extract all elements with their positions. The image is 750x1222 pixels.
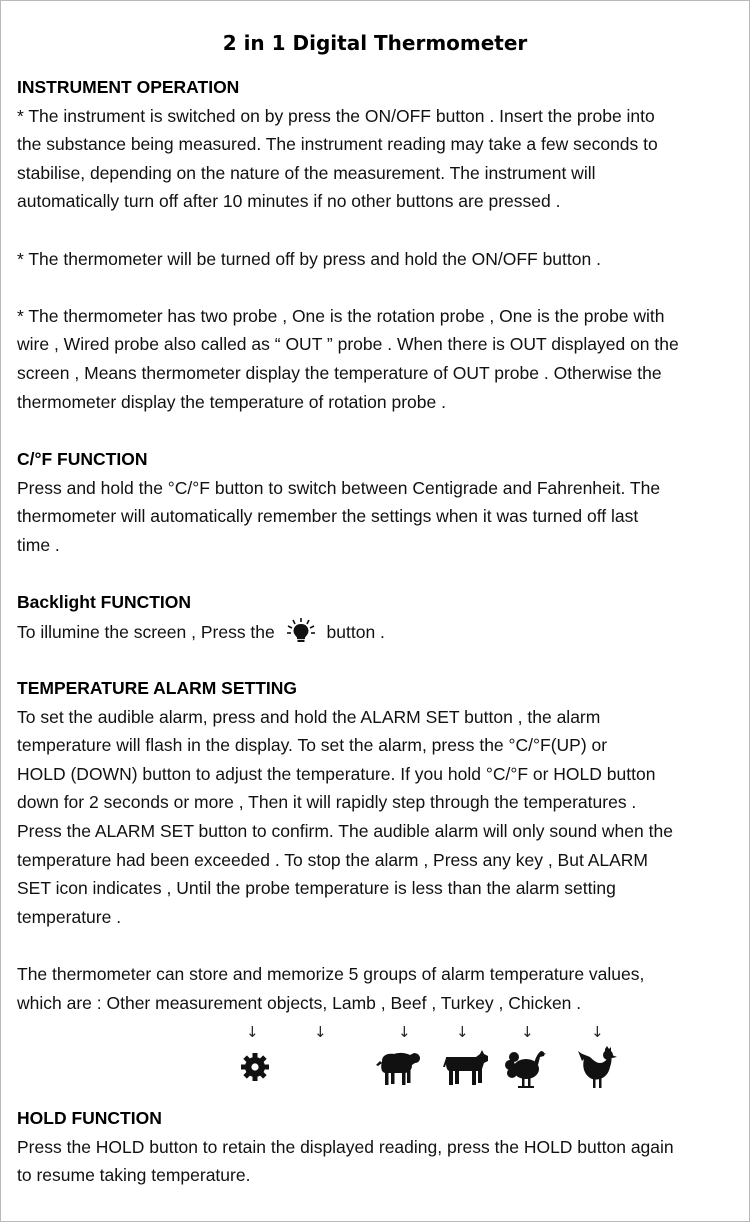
instrument-text-line: stabilise, depending on the nature of the measurement. The instrument will — [17, 162, 596, 183]
memory-text-line: which are : Other measurement objects, Lamb , Beef , Turkey , Chicken . — [17, 992, 582, 1013]
instrument-text-line: thermometer display the temperature of rotation probe . — [17, 391, 446, 412]
alarm-text-line: Press the ALARM SET button to confirm. The audible alarm will only sound when the — [17, 820, 673, 841]
instrument-text-line: automatically turn off after 10 minutes if no other buttons are pressed . — [17, 191, 561, 212]
page-title: 2 in 1 Digital Thermometer — [222, 31, 528, 55]
cf-text-line: Press and hold the °C/°F button to switch between Centigrade and Fahrenheit. The — [17, 477, 661, 498]
backlight-text-after: button . — [326, 621, 385, 642]
instrument-text-line: screen , Means thermometer display the temperature of OUT probe . Otherwise the — [17, 362, 662, 383]
backlight-text-before: To illumine the screen , Press the — [17, 621, 275, 642]
memory-text-line: The thermometer can store and memorize 5 groups of alarm temperature values, — [17, 963, 645, 984]
alarm-text-line: temperature had been exceeded . To stop the alarm , Press any key , But ALARM — [17, 849, 648, 870]
instrument-text-line: the substance being measured. The instrument reading may take a few seconds to — [17, 134, 658, 155]
cf-section — [17, 445, 739, 559]
turkey-icon — [504, 1045, 548, 1094]
gear-icon — [237, 1045, 273, 1090]
instrument-text-line: wire , Wired probe also called as “ OUT ” probe . When there is OUT displayed on the — [17, 334, 679, 355]
spacer — [17, 216, 739, 245]
alarm-heading: TEMPERATURE ALARM SETTING — [17, 678, 297, 698]
alarm-text-line: down for 2 seconds or more , Then it will rapidly step through the temperatures . — [17, 792, 637, 813]
arrow-down-icon: ↓ — [398, 1023, 411, 1041]
chicken-icon — [574, 1045, 618, 1096]
alarm-text-line: HOLD (DOWN) button to adjust the temperature. If you hold °C/°F or HOLD button — [17, 763, 656, 784]
alarm-text-line: temperature . — [17, 906, 122, 927]
arrow-down-icon: ↓ — [314, 1023, 327, 1041]
hold-section — [17, 1104, 739, 1190]
lamb-icon — [374, 1045, 422, 1094]
instrument-text-line: * The instrument is switched on by press the ON/OFF button . Insert the probe into — [17, 105, 655, 126]
hold-heading: HOLD FUNCTION — [17, 1108, 162, 1128]
hold-text-line: to resume taking temperature. — [17, 1165, 251, 1186]
backlight-section — [17, 588, 739, 646]
alarm-text-line: To set the audible alarm, press and hold the ALARM SET button , the alarm — [17, 706, 601, 727]
alarm-text-line: SET icon indicates , Until the probe temperature is less than the alarm setting — [17, 878, 616, 899]
spacer — [17, 931, 739, 960]
beef-icon — [442, 1045, 490, 1094]
arrow-down-icon: ↓ — [246, 1023, 259, 1041]
arrow-down-icon: ↓ — [591, 1023, 604, 1041]
instrument-section — [17, 73, 739, 416]
alarm-text-line: temperature will flash in the display. To set the alarm, press the °C/°F(UP) or — [17, 735, 608, 756]
arrow-down-icon: ↓ — [456, 1023, 469, 1041]
instrument-heading: INSTRUMENT OPERATION — [17, 77, 240, 97]
hold-text-line: Press the HOLD button to retain the displayed reading, press the HOLD button again — [17, 1136, 674, 1157]
instrument-text-line: * The thermometer will be turned off by press and hold the ON/OFF button . — [17, 248, 601, 269]
backlight-text-line — [17, 617, 739, 647]
alarm-section — [17, 674, 739, 1017]
cf-text-line: time . — [17, 534, 60, 555]
arrow-down-icon: ↓ — [521, 1023, 534, 1041]
spacer — [17, 273, 739, 302]
backlight-heading: Backlight FUNCTION — [17, 592, 192, 612]
lightbulb-icon — [284, 617, 318, 641]
instrument-text-line: * The thermometer has two probe , One is the rotation probe , One is the probe with — [17, 305, 665, 326]
cf-heading: C/°F FUNCTION — [17, 449, 148, 469]
cf-text-line: thermometer will automatically remember the settings when it was turned off last — [17, 506, 639, 527]
